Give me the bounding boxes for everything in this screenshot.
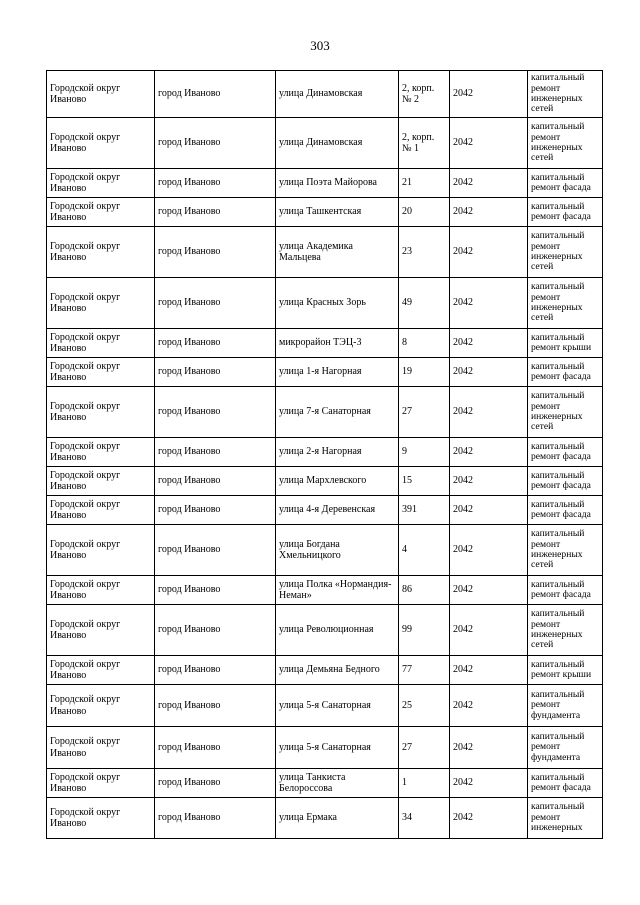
year-cell: 2042 [450,496,528,525]
year-cell: 2042 [450,278,528,329]
street-cell: улица Демьяна Бедного [276,656,399,685]
district-cell: Городской округ Иваново [47,387,155,438]
city-cell: город Иваново [155,438,276,467]
table-row [47,576,603,605]
district-cell: Городской округ Иваново [47,798,155,839]
street-cell: улица Полка «Нормандия-Неман» [276,576,399,605]
district-cell: Городской округ Иваново [47,769,155,798]
year-cell: 2042 [450,227,528,278]
house-number-cell: 20 [399,198,450,227]
district-cell: Городской округ Иваново [47,685,155,727]
table-row [47,656,603,685]
district-cell: Городской округ Иваново [47,358,155,387]
city-cell: город Иваново [155,685,276,727]
district-cell: Городской округ Иваново [47,605,155,656]
work-type-cell: капитальный ремонт фасада [528,467,603,496]
house-number-cell: 9 [399,438,450,467]
table-row [47,358,603,387]
table-row [47,685,603,727]
work-type-cell: капитальный ремонт инженерных сетей [528,118,603,169]
work-type-cell: капитальный ремонт фасада [528,198,603,227]
city-cell: город Иваново [155,198,276,227]
city-cell: город Иваново [155,387,276,438]
page-number: 303 [310,38,330,53]
district-cell: Городской округ Иваново [47,227,155,278]
registry-table-body [47,71,603,839]
street-cell: улица 2-я Нагорная [276,438,399,467]
year-cell: 2042 [450,169,528,198]
city-cell: город Иваново [155,358,276,387]
year-cell: 2042 [450,358,528,387]
house-number-cell: 21 [399,169,450,198]
house-number-cell: 77 [399,656,450,685]
city-cell: город Иваново [155,118,276,169]
work-type-cell: капитальный ремонт крыши [528,656,603,685]
work-type-cell: капитальный ремонт фасада [528,358,603,387]
house-number-cell: 8 [399,329,450,358]
table-row [47,467,603,496]
house-number-cell: 99 [399,605,450,656]
district-cell: Городской округ Иваново [47,118,155,169]
table-row [47,438,603,467]
city-cell: город Иваново [155,169,276,198]
street-cell: улица Мархлевского [276,467,399,496]
year-cell: 2042 [450,198,528,227]
district-cell: Городской округ Иваново [47,576,155,605]
table-row [47,387,603,438]
year-cell: 2042 [450,329,528,358]
city-cell: город Иваново [155,496,276,525]
table-row [47,278,603,329]
district-cell: Городской округ Иваново [47,169,155,198]
work-type-cell: капитальный ремонт инженерных сетей [528,387,603,438]
street-cell: улица Танкиста Белороссова [276,769,399,798]
house-number-cell: 2, корп. № 2 [399,71,450,118]
work-type-cell: капитальный ремонт инженерных сетей [528,227,603,278]
city-cell: город Иваново [155,656,276,685]
year-cell: 2042 [450,798,528,839]
street-cell: улица Ташкентская [276,198,399,227]
work-type-cell: капитальный ремонт фасада [528,576,603,605]
street-cell: микрорайон ТЭЦ-3 [276,329,399,358]
street-cell: улица 4-я Деревенская [276,496,399,525]
year-cell: 2042 [450,438,528,467]
house-number-cell: 23 [399,227,450,278]
table-row [47,798,603,839]
city-cell: город Иваново [155,227,276,278]
house-number-cell: 4 [399,525,450,576]
street-cell: улица 7-я Санаторная [276,387,399,438]
district-cell: Городской округ Иваново [47,198,155,227]
house-number-cell: 49 [399,278,450,329]
street-cell: улица Академика Мальцева [276,227,399,278]
year-cell: 2042 [450,118,528,169]
table-row [47,769,603,798]
house-number-cell: 2, корп. № 1 [399,118,450,169]
year-cell: 2042 [450,525,528,576]
district-cell: Городской округ Иваново [47,525,155,576]
year-cell: 2042 [450,387,528,438]
city-cell: город Иваново [155,798,276,839]
work-type-cell: капитальный ремонт фасада [528,769,603,798]
work-type-cell: капитальный ремонт инженерных [528,798,603,839]
work-type-cell: капитальный ремонт фундамента [528,685,603,727]
city-cell: город Иваново [155,525,276,576]
street-cell: улица Революционная [276,605,399,656]
work-type-cell: капитальный ремонт фасада [528,496,603,525]
street-cell: улица 1-я Нагорная [276,358,399,387]
house-number-cell: 25 [399,685,450,727]
table-row [47,727,603,769]
street-cell: улица Динамовская [276,71,399,118]
house-number-cell: 86 [399,576,450,605]
table-row [47,496,603,525]
district-cell: Городской округ Иваново [47,438,155,467]
table-row [47,169,603,198]
street-cell: улица Динамовская [276,118,399,169]
city-cell: город Иваново [155,605,276,656]
house-number-cell: 19 [399,358,450,387]
city-cell: город Иваново [155,467,276,496]
year-cell: 2042 [450,685,528,727]
table-row [47,198,603,227]
district-cell: Городской округ Иваново [47,71,155,118]
work-type-cell: капитальный ремонт инженерных сетей [528,525,603,576]
year-cell: 2042 [450,71,528,118]
city-cell: город Иваново [155,278,276,329]
work-type-cell: капитальный ремонт инженерных сетей [528,278,603,329]
year-cell: 2042 [450,656,528,685]
district-cell: Городской округ Иваново [47,467,155,496]
house-number-cell: 27 [399,387,450,438]
work-type-cell: капитальный ремонт крыши [528,329,603,358]
district-cell: Городской округ Иваново [47,329,155,358]
year-cell: 2042 [450,769,528,798]
house-number-cell: 15 [399,467,450,496]
street-cell: улица Поэта Майорова [276,169,399,198]
house-number-cell: 1 [399,769,450,798]
district-cell: Городской округ Иваново [47,727,155,769]
work-type-cell: капитальный ремонт инженерных сетей [528,605,603,656]
district-cell: Городской округ Иваново [47,656,155,685]
year-cell: 2042 [450,576,528,605]
house-number-cell: 34 [399,798,450,839]
house-number-cell: 391 [399,496,450,525]
table-row [47,227,603,278]
city-cell: город Иваново [155,727,276,769]
registry-table [46,70,603,839]
city-cell: город Иваново [155,71,276,118]
table-row [47,605,603,656]
street-cell: улица 5-я Санаторная [276,727,399,769]
year-cell: 2042 [450,727,528,769]
table-row [47,118,603,169]
work-type-cell: капитальный ремонт фундамента [528,727,603,769]
street-cell: улица Ермака [276,798,399,839]
street-cell: улица Богдана Хмельницкого [276,525,399,576]
table-row [47,329,603,358]
house-number-cell: 27 [399,727,450,769]
district-cell: Городской округ Иваново [47,278,155,329]
work-type-cell: капитальный ремонт инженерных сетей [528,71,603,118]
street-cell: улица Красных Зорь [276,278,399,329]
work-type-cell: капитальный ремонт фасада [528,438,603,467]
city-cell: город Иваново [155,576,276,605]
table-row [47,71,603,118]
table-row [47,525,603,576]
city-cell: город Иваново [155,769,276,798]
work-type-cell: капитальный ремонт фасада [528,169,603,198]
city-cell: город Иваново [155,329,276,358]
district-cell: Городской округ Иваново [47,496,155,525]
year-cell: 2042 [450,467,528,496]
year-cell: 2042 [450,605,528,656]
street-cell: улица 5-я Санаторная [276,685,399,727]
